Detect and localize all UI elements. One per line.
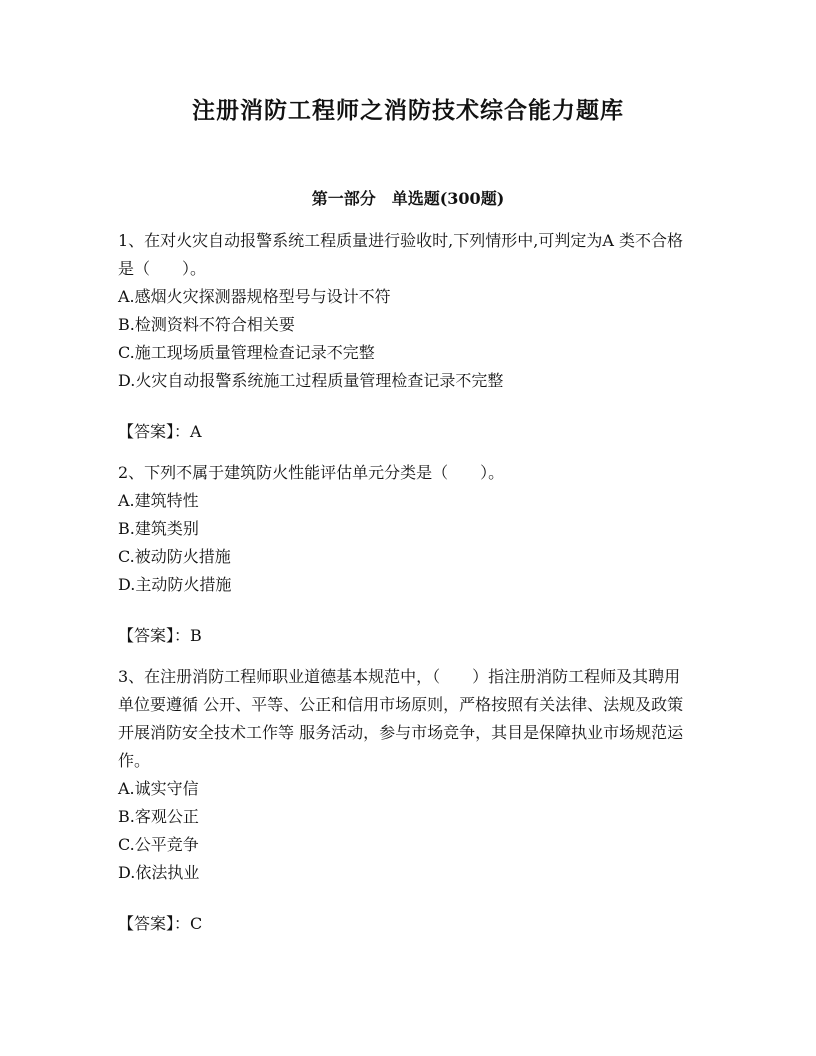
option-b: B.检测资料不符合相关要 xyxy=(118,315,295,334)
option-a: A.建筑特性 xyxy=(118,491,199,510)
answer-line: 【答案】：C xyxy=(118,914,203,933)
option-b: B.客观公正 xyxy=(118,807,199,826)
question-2 xyxy=(118,459,696,650)
question-stem: 2、下列不属于建筑防火性能评估单元分类是（ ）。 xyxy=(118,463,505,482)
option-list xyxy=(118,487,696,599)
option-list xyxy=(118,283,696,395)
option-list xyxy=(118,775,696,887)
option-d: D.火灾自动报警系统施工过程质量管理检查记录不完整 xyxy=(118,371,504,390)
answer-line: 【答案】：A xyxy=(118,422,202,441)
question-1 xyxy=(118,227,696,446)
question-stem: 1、在对火灾自动报警系统工程质量进行验收时,下列情形中,可判定为A 类不合格是（ ）。 xyxy=(118,231,683,278)
option-a: A.诚实守信 xyxy=(118,779,199,798)
option-b: B.建筑类别 xyxy=(118,519,199,538)
answer-line: 【答案】：B xyxy=(118,626,202,645)
question-3 xyxy=(118,663,696,938)
section-heading: 第一部分 单选题(300题) xyxy=(311,189,505,208)
option-d: D.主动防火措施 xyxy=(118,575,232,594)
option-c: C.公平竞争 xyxy=(118,835,199,854)
option-c: C.被动防火措施 xyxy=(118,547,231,566)
document-title: 注册消防工程师之消防技术综合能力题库 xyxy=(192,97,624,124)
question-stem: 3、在注册消防工程师职业道德基本规范中，（ ）指注册消防工程师及其聘用单位要遵循 公开、平等、公正和信用市场原则，严格按照有关法律、法规及政策开展消防安全技术工作等 服务活动，参与市场竞争，其目是保障执业市场规范运作。 xyxy=(118,667,684,770)
option-a: A.感烟火灾探测器规格型号与设计不符 xyxy=(118,287,391,306)
option-c: C.施工现场质量管理检查记录不完整 xyxy=(118,343,375,362)
question-list xyxy=(118,227,696,951)
option-d: D.依法执业 xyxy=(118,863,200,882)
